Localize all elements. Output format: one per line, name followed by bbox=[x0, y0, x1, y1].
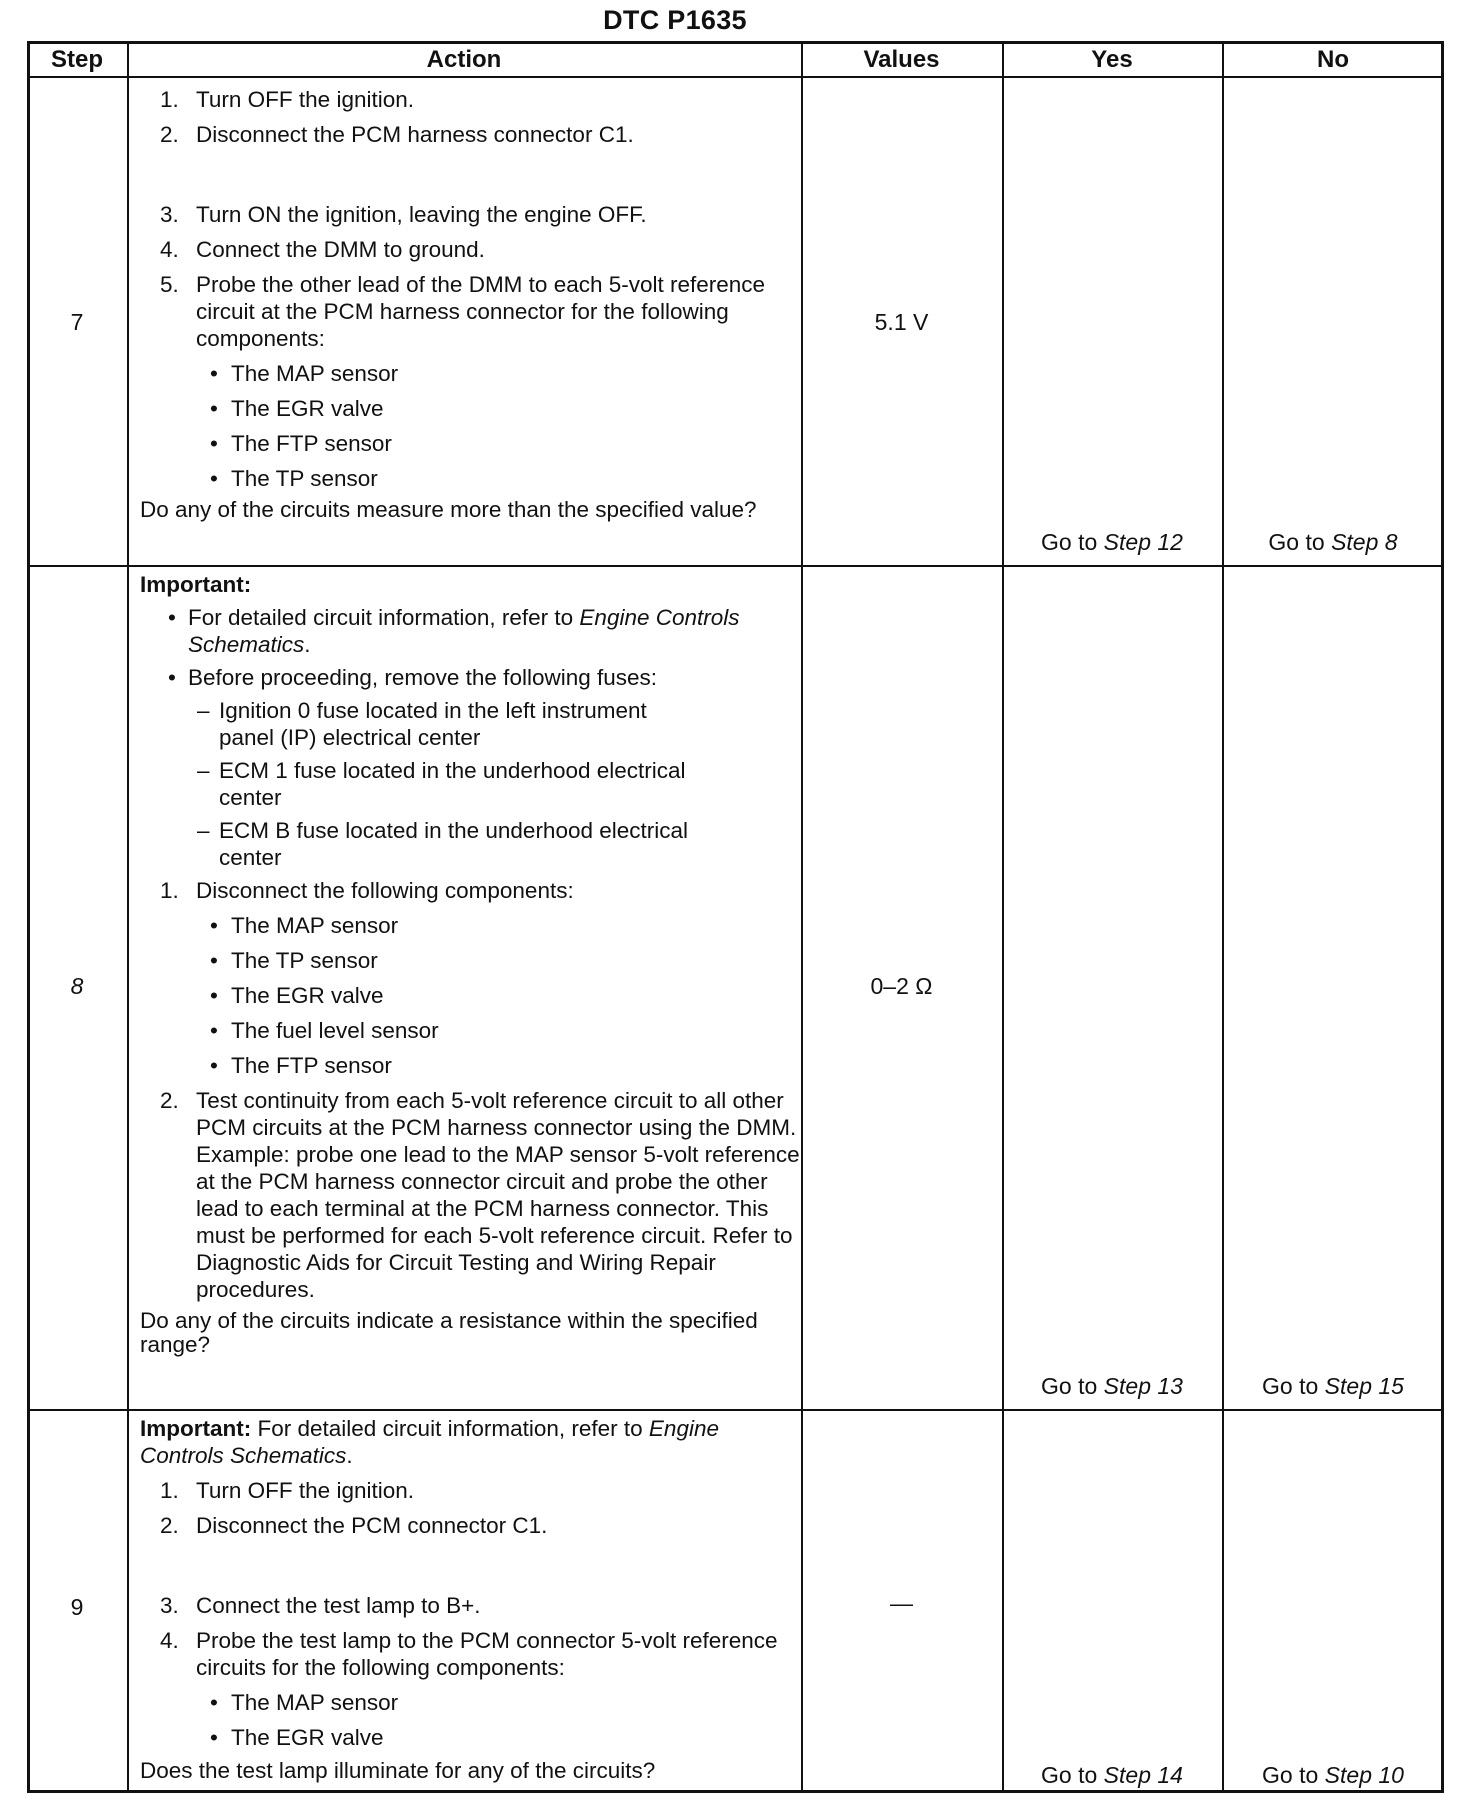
important-label: Important: bbox=[140, 572, 252, 597]
list-item: 4. Probe the test lamp to the PCM connector 5-volt reference circuits for the following components: bbox=[160, 1628, 778, 1680]
bullet-item: • The fuel level sensor bbox=[210, 1018, 439, 1043]
header-values: Values bbox=[863, 46, 940, 73]
bullet-item: • The TP sensor bbox=[210, 948, 378, 973]
bullet-item: • The FTP sensor bbox=[210, 1053, 392, 1078]
list-item: 2. Disconnect the PCM connector C1. bbox=[160, 1513, 548, 1538]
header-no: No bbox=[1317, 46, 1349, 73]
question-text: Do any of the circuits measure more than the specified value? bbox=[140, 497, 757, 522]
no-cell: Go to Step 15 bbox=[1262, 1373, 1404, 1399]
list-item: 1. Turn OFF the ignition. bbox=[160, 1478, 415, 1503]
dash-item: – ECM 1 fuse located in the underhood electrical center bbox=[197, 758, 686, 810]
dash-item: – ECM B fuse located in the underhood electrical center bbox=[197, 818, 689, 870]
bullet-item: • The FTP sensor bbox=[210, 431, 392, 456]
list-item: 1. Turn OFF the ignition. bbox=[160, 87, 415, 112]
list-item: 4. Connect the DMM to ground. bbox=[160, 237, 485, 262]
bullet-item: • The EGR valve bbox=[210, 396, 384, 421]
value-cell: — bbox=[890, 1590, 913, 1616]
row-divider bbox=[27, 565, 1444, 567]
yes-cell: Go to Step 13 bbox=[1041, 1373, 1183, 1399]
list-item: 2. Disconnect the PCM harness connector C1. bbox=[160, 122, 634, 147]
header-step: Step bbox=[50, 46, 103, 73]
step-number: 9 bbox=[70, 1594, 84, 1620]
header-action: Action bbox=[426, 46, 502, 73]
row-divider bbox=[27, 1409, 1444, 1411]
yes-cell: Go to Step 12 bbox=[1041, 529, 1183, 555]
value-cell: 0–2 Ω bbox=[870, 973, 933, 999]
dash-item: – Ignition 0 fuse located in the left instrument panel (IP) electrical center bbox=[197, 698, 647, 750]
step-number: 8 bbox=[70, 973, 84, 999]
yes-cell: Go to Step 14 bbox=[1041, 1762, 1183, 1788]
step-number: 7 bbox=[70, 309, 84, 335]
list-item: 2. Test continuity from each 5-volt reference circuit to all other PCM circuits at the PCM harness connector using the DMM. Example: probe one lead to the MAP sensor 5-volt reference at the PCM harness connector circuit and probe the other lead to each terminal at the PCM harness connector. This must be performed for each 5-volt reference circuit. Refer to Diagnostic Aids for Circuit Testing and Wiring Repair procedures. bbox=[160, 1088, 800, 1302]
bullet-item: • The MAP sensor bbox=[210, 913, 399, 938]
column-divider bbox=[1002, 41, 1004, 1793]
bullet-item: • The TP sensor bbox=[210, 466, 378, 491]
bullet-item: • The MAP sensor bbox=[210, 1690, 399, 1715]
value-cell: 5.1 V bbox=[874, 309, 929, 335]
bullet-item: • The MAP sensor bbox=[210, 361, 399, 386]
no-cell: Go to Step 8 bbox=[1268, 529, 1398, 555]
header-divider bbox=[27, 76, 1444, 78]
column-divider bbox=[801, 41, 803, 1793]
question-text: Does the test lamp illuminate for any of the circuits? bbox=[140, 1758, 656, 1783]
question-text: Do any of the circuits indicate a resistance within the specified range? bbox=[140, 1308, 758, 1357]
action-cell bbox=[140, 86, 800, 522]
page-title: DTC P1635 bbox=[603, 5, 747, 35]
column-divider bbox=[127, 41, 129, 1793]
list-item: 3. Connect the test lamp to B+. bbox=[160, 1593, 481, 1618]
action-cell bbox=[140, 1415, 800, 1784]
important-note: Important: For detailed circuit information, refer to Engine Controls Schematics. bbox=[140, 1416, 719, 1468]
list-item: 3. Turn ON the ignition, leaving the engine OFF. bbox=[160, 202, 647, 227]
header-yes: Yes bbox=[1091, 46, 1133, 73]
list-item: 5. Probe the other lead of the DMM to each 5-volt reference circuit at the PCM harness connector for the following components: bbox=[160, 272, 766, 351]
bullet-item: • For detailed circuit information, refer to Engine Controls Schematics. bbox=[168, 605, 740, 657]
no-cell: Go to Step 10 bbox=[1262, 1762, 1404, 1788]
bullet-item: • The EGR valve bbox=[210, 983, 384, 1008]
column-divider bbox=[1222, 41, 1224, 1793]
bullet-item: • Before proceeding, remove the following fuses: bbox=[168, 665, 658, 690]
action-cell bbox=[140, 572, 800, 1357]
list-item: 1. Disconnect the following components: bbox=[160, 878, 574, 903]
bullet-item: • The EGR valve bbox=[210, 1725, 384, 1750]
